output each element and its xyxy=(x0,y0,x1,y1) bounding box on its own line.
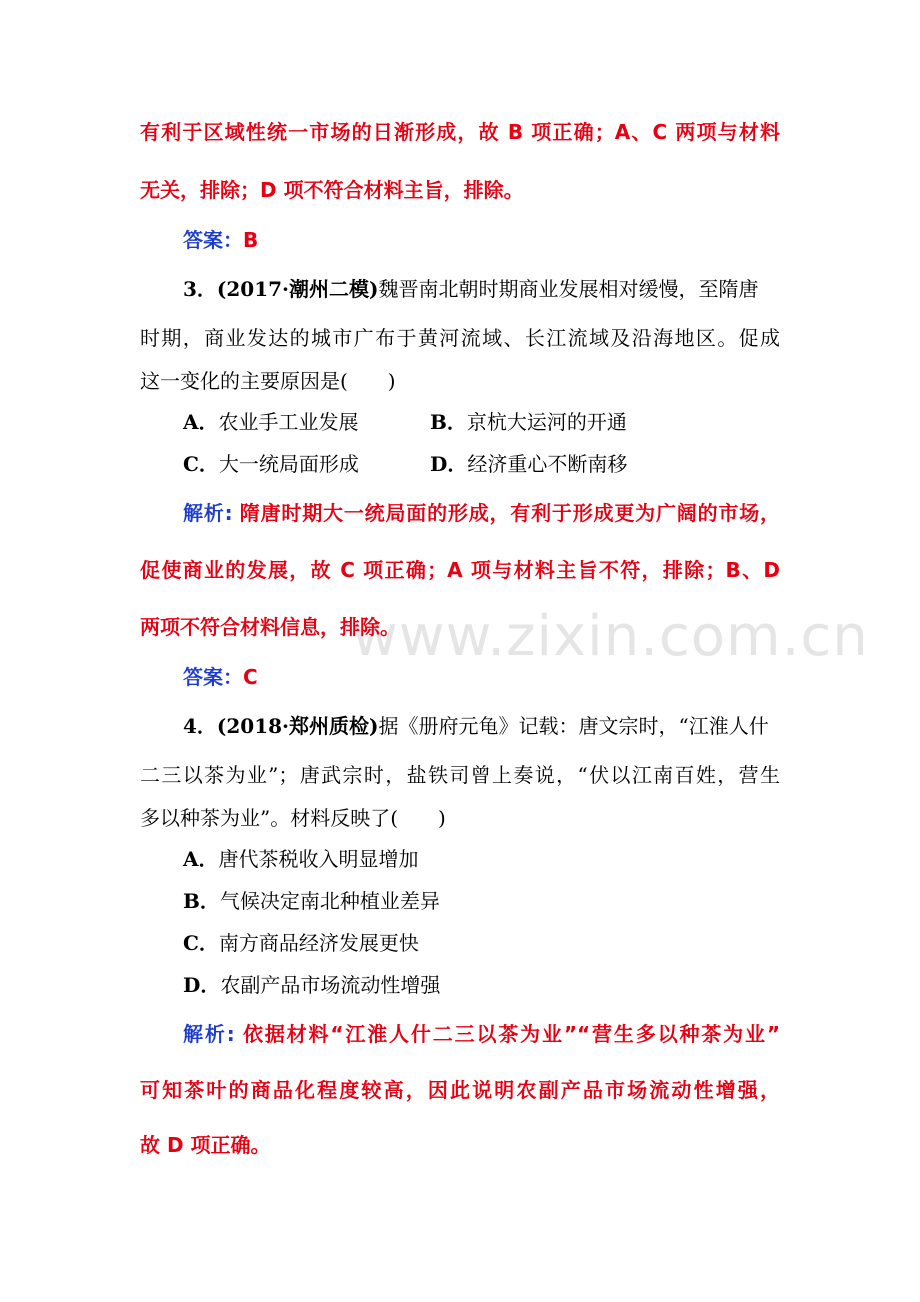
option-a: A．农业手工业发展 xyxy=(183,410,359,434)
watermark: www.zixin.com.cn xyxy=(352,604,869,669)
answer-label: 答案： xyxy=(183,665,243,689)
q4-stem-line2: 二三以茶为业”；唐武宗时，盐铁司曾上奏说，“伏以江南百姓，营生 xyxy=(140,763,780,787)
analysis-label: 解析: xyxy=(183,501,233,525)
q3-analysis-line2: 促使商业的发展，故 C 项正确；A 项与材料主旨不符，排除；B、D xyxy=(140,558,780,582)
option-c: C．大一统局面形成 xyxy=(183,452,359,476)
q4-option-a: A．唐代茶税收入明显增加 xyxy=(183,847,419,871)
q3-stem-line2: 时期，商业发达的城市广布于黄河流域、长江流域及沿海地区。促成 xyxy=(140,326,780,350)
analysis-label: 解析: xyxy=(183,1022,235,1046)
question-stem: 魏晋南北朝时期商业发展相对缓慢，至隋唐 xyxy=(378,277,759,301)
analysis-text: 隋唐时期大一统局面的形成，有利于形成更为广阔的市场， xyxy=(239,501,781,525)
answer-value: C xyxy=(243,665,258,689)
q4-option-b: B．气候决定南北种植业差异 xyxy=(183,889,440,913)
q2-analysis-line2: 无关，排除；D 项不符合材料主旨，排除。 xyxy=(140,178,524,202)
analysis-text: 依据材料“江淮人什二三以茶为业”“营生多以种茶为业” xyxy=(242,1022,781,1046)
q4-stem-line3: 多以种茶为业”。材料反映了( ) xyxy=(140,806,446,830)
question-source: (2017·潮州二模) xyxy=(216,277,379,301)
answer-value: B xyxy=(243,228,259,252)
q4-analysis-line2: 可知茶叶的商品化程度较高，因此说明农副产品市场流动性增强， xyxy=(140,1078,780,1102)
q3-stem-line3: 这一变化的主要原因是( ) xyxy=(140,369,396,393)
q4-analysis-line3: 故 D 项正确。 xyxy=(140,1133,271,1157)
q2-analysis-line1: 有利于区域性统一市场的日渐形成，故 B 项正确；A、C 两项与材料 xyxy=(140,120,780,144)
question-source: (2018·郑州质检) xyxy=(216,714,379,738)
q3-analysis-line1 xyxy=(183,499,780,527)
q2-answer xyxy=(183,226,258,254)
q3-analysis-line3: 两项不符合材料信息，排除。 xyxy=(140,615,400,639)
q4-option-d: D．农副产品市场流动性增强 xyxy=(183,973,441,997)
option-d: D．经济重心不断南移 xyxy=(430,452,628,476)
option-b: B．京杭大运河的开通 xyxy=(430,410,627,434)
question-stem: 据《册府元龟》记载：唐文宗时，“江淮人什 xyxy=(378,714,769,738)
question-number: 3． xyxy=(183,277,217,301)
q4-analysis-line1 xyxy=(183,1020,780,1048)
q3-stem-line1 xyxy=(183,275,758,303)
q3-answer xyxy=(183,663,258,691)
q4-stem-line1 xyxy=(183,712,769,740)
question-number: 4． xyxy=(183,714,217,738)
answer-label: 答案： xyxy=(183,228,243,252)
q4-option-c: C．南方商品经济发展更快 xyxy=(183,931,419,955)
